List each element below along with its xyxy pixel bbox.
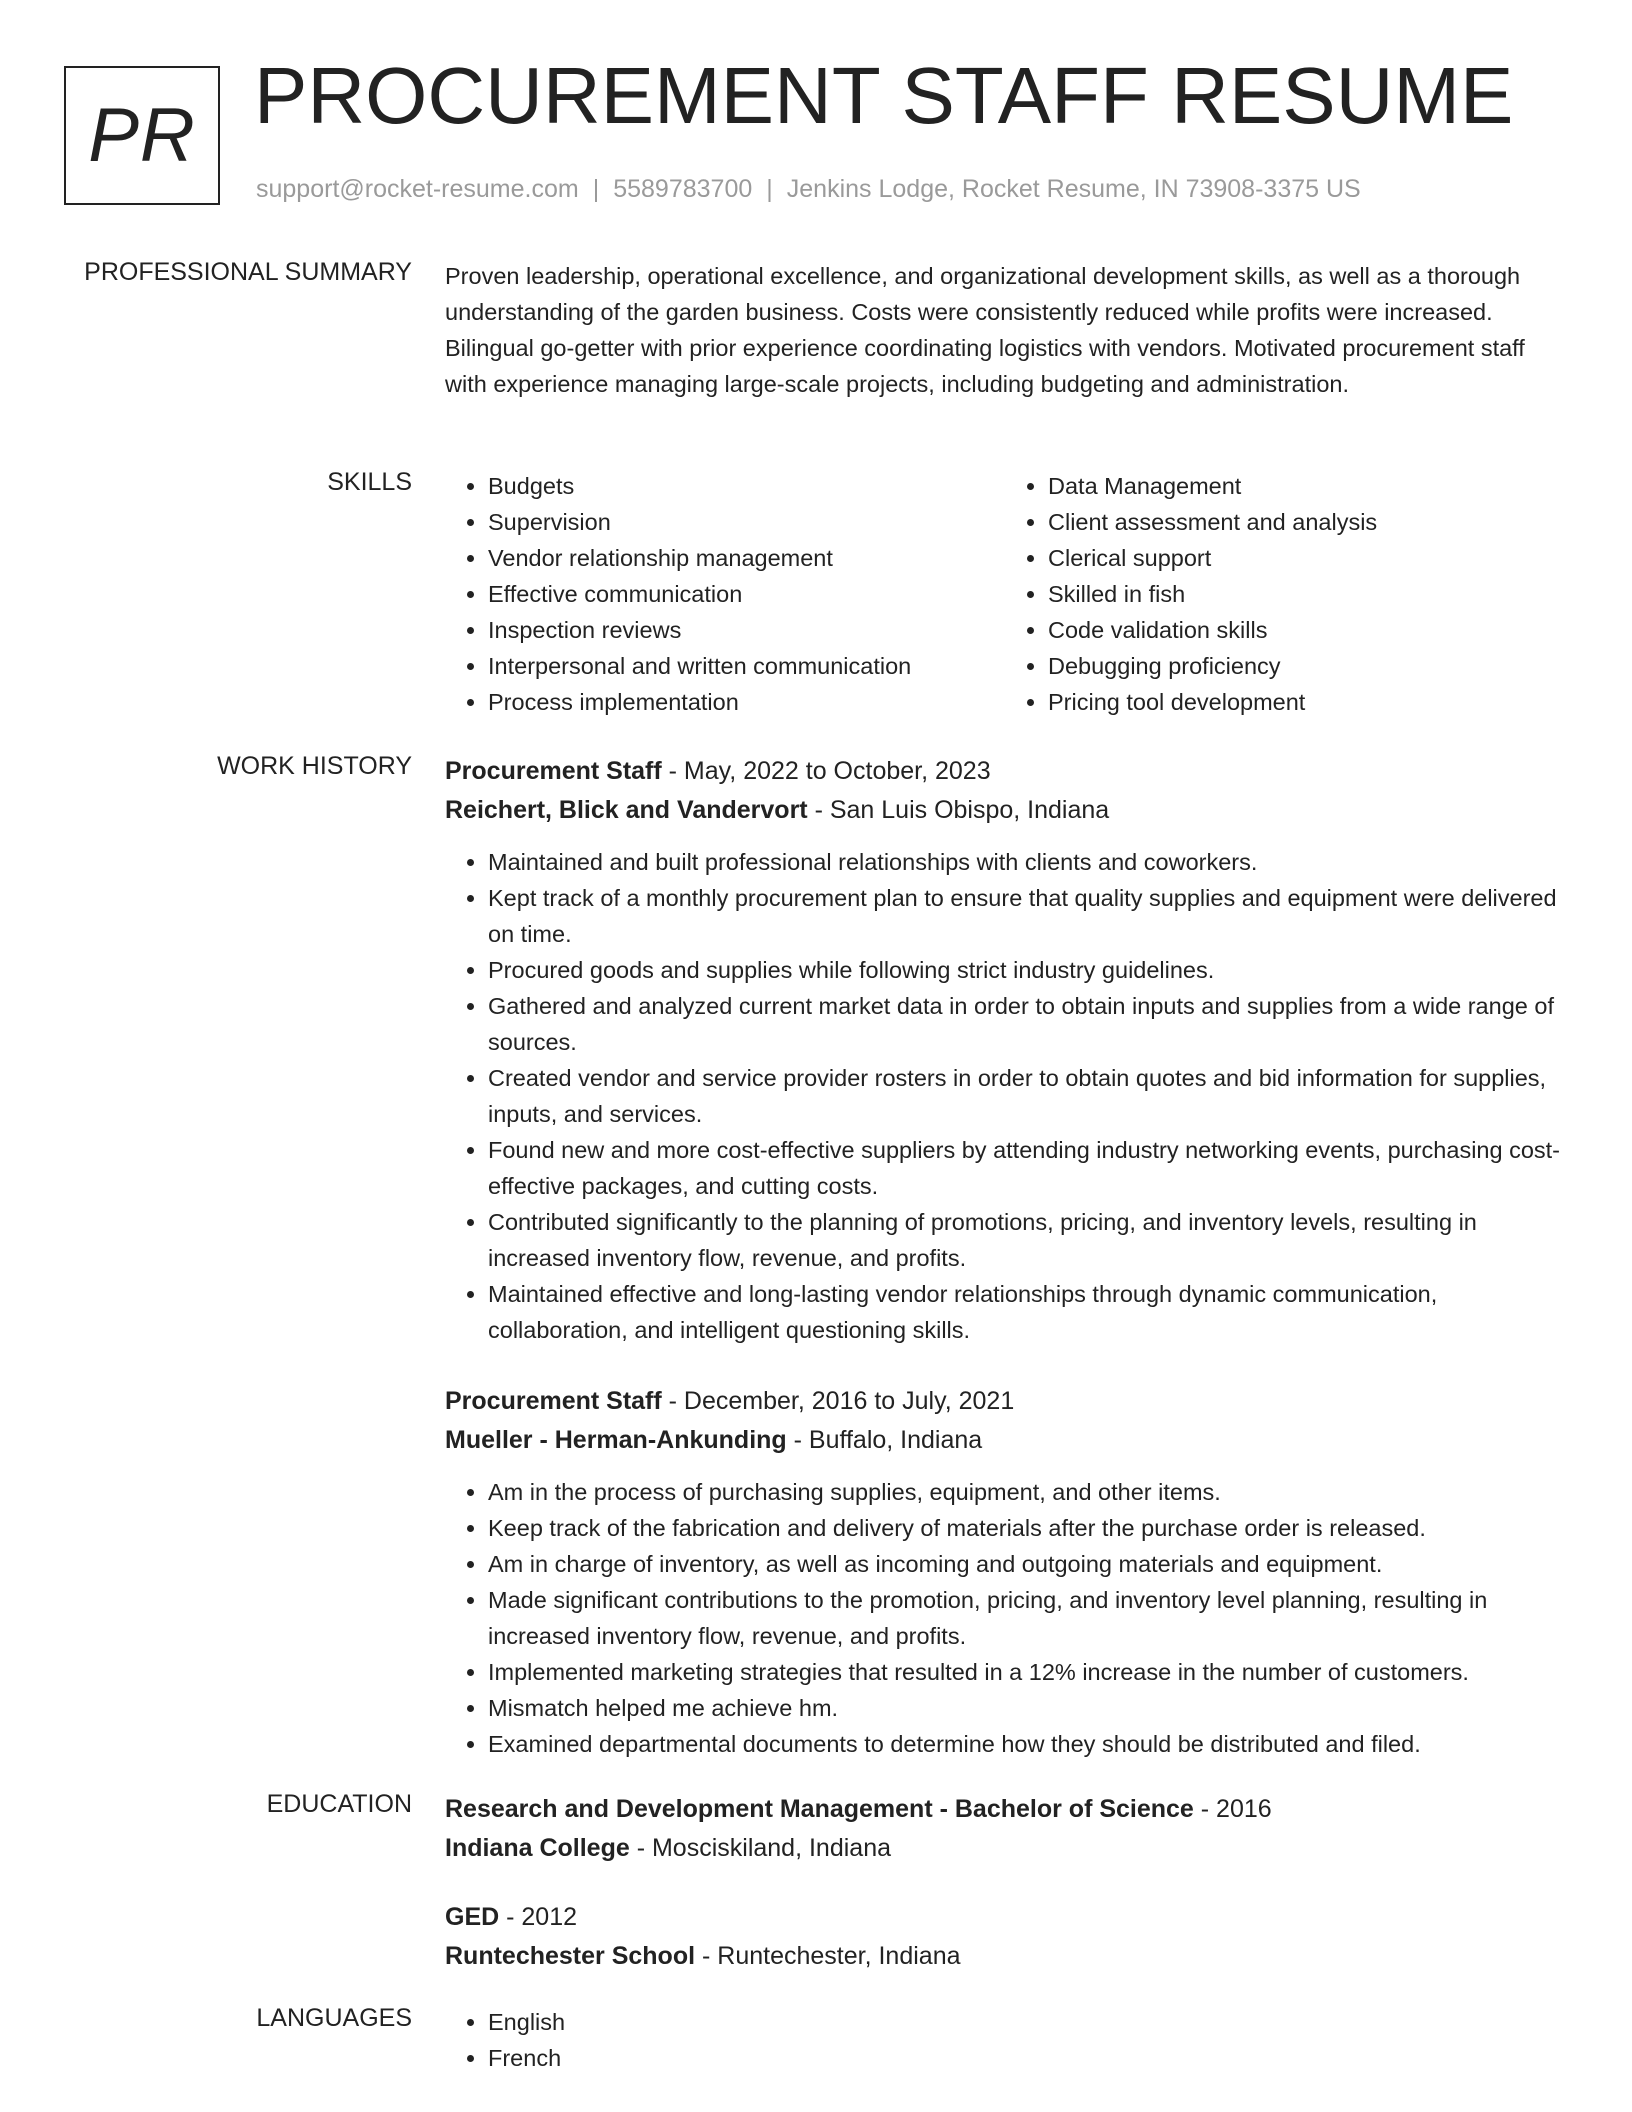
education-year: - 2016	[1193, 1795, 1272, 1823]
education-school-line	[445, 1829, 1565, 1868]
job-company: Mueller - Herman-Ankunding	[445, 1426, 787, 1454]
contact-address: Jenkins Lodge, Rocket Resume, IN 73908-3375 US	[786, 175, 1361, 203]
education-location: - Runtechester, Indiana	[695, 1942, 961, 1970]
skill-item: • Budgets	[488, 468, 1005, 504]
job-bullet: • Am in the process of purchasing supplies, equipment, and other items.	[488, 1474, 1565, 1510]
job-bullet: • Maintained effective and long-lasting vendor relationships through dynamic communication, collaboration, and intelligent questioning skills.	[488, 1276, 1565, 1348]
skill-item: • Code validation skills	[1048, 612, 1565, 648]
job-bullets	[445, 844, 1565, 1348]
skill-item: • Skilled in fish	[1048, 576, 1565, 612]
section-label-summary: PROFESSIONAL SUMMARY	[84, 258, 412, 286]
job-bullet: • Am in charge of inventory, as well as incoming and outgoing materials and equipment.	[488, 1546, 1565, 1582]
job-dates: - May, 2022 to October, 2023	[661, 757, 991, 785]
education-location: - Mosciskiland, Indiana	[629, 1834, 891, 1862]
job-bullet: • Implemented marketing strategies that resulted in a 12% increase in the number of customers.	[488, 1654, 1565, 1690]
job-location: - Buffalo, Indiana	[786, 1426, 983, 1454]
contact-phone: 5589783700	[613, 175, 753, 203]
skill-item: • Effective communication	[488, 576, 1005, 612]
resume-title: PROCUREMENT STAFF RESUME	[254, 51, 1514, 140]
job-company-line	[445, 1421, 1565, 1460]
education-degree: Research and Development Management - Bachelor of Science	[445, 1795, 1194, 1823]
job-title-line	[445, 1382, 1565, 1421]
skill-item: • Clerical support	[1048, 540, 1565, 576]
job-bullet: • Created vendor and service provider rosters in order to obtain quotes and bid information for supplies, inputs, and services.	[488, 1060, 1565, 1132]
section-label-skills: SKILLS	[327, 468, 412, 496]
job-bullet: • Gathered and analyzed current market data in order to obtain inputs and supplies from a wide range of sources.	[488, 988, 1565, 1060]
job-location: - San Luis Obispo, Indiana	[807, 796, 1110, 824]
job-bullets	[445, 1474, 1565, 1762]
job-title-line	[445, 752, 1565, 791]
education-year: - 2012	[499, 1903, 578, 1931]
job-bullet: • Procured goods and supplies while following strict industry guidelines.	[488, 952, 1565, 988]
job-bullet: • Maintained and built professional relationships with clients and coworkers.	[488, 844, 1565, 880]
education-school: Indiana College	[445, 1834, 630, 1862]
job-company: Reichert, Blick and Vandervort	[445, 796, 808, 824]
skill-item: • Pricing tool development	[1048, 684, 1565, 720]
education-degree-line	[445, 1898, 1565, 1937]
skills-list-left	[445, 468, 1005, 720]
language-item: • English	[488, 2004, 1565, 2040]
job-entry	[445, 1382, 1565, 1762]
job-bullet: • Keep track of the fabrication and delivery of materials after the purchase order is released.	[488, 1510, 1565, 1546]
skill-item: • Data Management	[1048, 468, 1565, 504]
skills-list-right	[1005, 468, 1565, 720]
job-bullet: • Examined departmental documents to determine how they should be distributed and filed.	[488, 1726, 1565, 1762]
contact-email: support@rocket-resume.com	[256, 175, 579, 203]
job-entry	[445, 752, 1565, 1348]
job-bullet: • Found new and more cost-effective suppliers by attending industry networking events, purchasing cost-effective packages, and cutting costs.	[488, 1132, 1565, 1204]
skill-item: • Supervision	[488, 504, 1005, 540]
job-bullet: • Kept track of a monthly procurement plan to ensure that quality supplies and equipment were delivered on time.	[488, 880, 1565, 952]
section-label-work: WORK HISTORY	[217, 752, 412, 780]
contact-separator: |	[766, 175, 773, 203]
job-bullet: • Contributed significantly to the planning of promotions, pricing, and inventory levels, resulting in increased inventory flow, revenue, and profits.	[488, 1204, 1565, 1276]
job-title: Procurement Staff	[445, 757, 662, 785]
skills-content	[445, 468, 1565, 720]
languages-content	[445, 2004, 1565, 2076]
job-bullet: • Mismatch helped me achieve hm.	[488, 1690, 1565, 1726]
skill-item: • Client assessment and analysis	[1048, 504, 1565, 540]
education-content	[445, 1790, 1565, 1976]
summary-text: Proven leadership, operational excellence, and organizational development skills, as well as a thorough understanding of the garden business. Costs were consistently reduced while profits were increased. Bilingual go-getter with prior experience coordinating logistics with vendors. Motivated procurement staff with experience managing large-scale projects, including budgeting and administration.	[445, 263, 1525, 397]
education-school-line	[445, 1937, 1565, 1976]
monogram-logo: PR	[64, 66, 220, 205]
education-degree-line	[445, 1790, 1565, 1829]
education-school: Runtechester School	[445, 1942, 696, 1970]
language-item: • French	[488, 2040, 1565, 2076]
job-dates: - December, 2016 to July, 2021	[661, 1387, 1015, 1415]
contact-line	[256, 175, 1361, 204]
education-entry	[445, 1790, 1565, 1868]
skill-item: • Vendor relationship management	[488, 540, 1005, 576]
education-degree: GED	[445, 1903, 500, 1931]
skill-item: • Debugging proficiency	[1048, 648, 1565, 684]
skill-item: • Inspection reviews	[488, 612, 1005, 648]
job-bullet: • Made significant contributions to the promotion, pricing, and inventory level planning, resulting in increased inventory flow, revenue, and profits.	[488, 1582, 1565, 1654]
job-company-line	[445, 791, 1565, 830]
work-content	[445, 752, 1565, 1762]
languages-list	[445, 2004, 1565, 2076]
skill-item: • Interpersonal and written communication	[488, 648, 1005, 684]
skill-item: • Process implementation	[488, 684, 1005, 720]
education-entry	[445, 1898, 1565, 1976]
section-label-education: EDUCATION	[266, 1790, 412, 1818]
section-label-languages: LANGUAGES	[256, 2004, 412, 2032]
contact-separator: |	[592, 175, 600, 203]
job-title: Procurement Staff	[445, 1387, 662, 1415]
